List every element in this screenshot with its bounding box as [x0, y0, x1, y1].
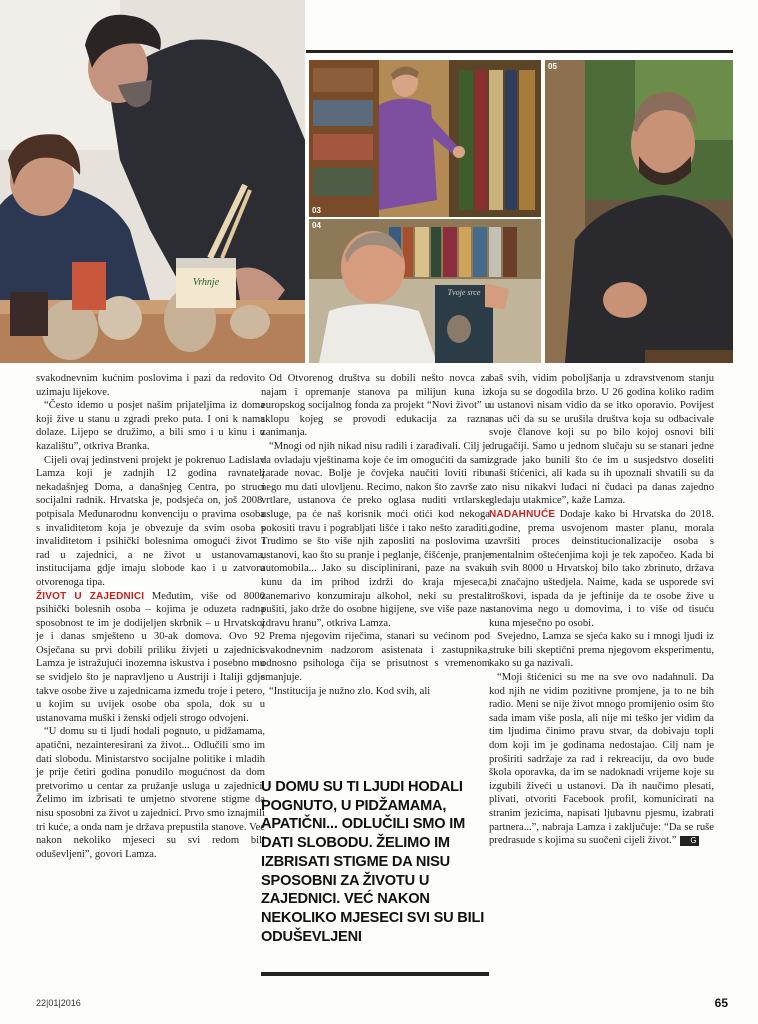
photo-number-label: 03: [312, 206, 321, 215]
quote-rule: [261, 972, 489, 976]
library-woman-illustration: [309, 60, 541, 217]
article-paragraph: [489, 372, 714, 508]
paragraph-text: “Moji štićenici su me na sve ovo nadahnuli. Da kod njih ne vidim pozitivne promjene, ja to ne bih radio. Meni se nije život mnogo promijenio osim što sada imam više posla, ali nije mi teško jer vidim da tim ljudima činimo pravu stvar, da dobivaju topli dom koji im je godinama nedostajao. Cilj nam je proširiti sadržaje za rad i rekreaciju, da ovo bude škola oporavka, da im se nadoknadi vrijeme koje su izgubili živeći u ustanovi. Da ih naučimo plesati, plivati, otvoriti Facebook profil, komunicirati na stranim jezicima, napisati ljubavnu pjesmu, izabrati partnera...”, nabraja Lamza i zaključuje: “Da se ruše predrasude s kojima su suočeni cijeli život.”: [489, 672, 714, 847]
paragraph-text: baš svih, vidim poboljšanja u zdravstvenom stanju koja su se dogodila brzo. U 26 godina koliko radim u ustanovi nisam vidio da se itko oporavio. Povijest nas uči da su se urušila društva koja su odbacivale svoje članove koji su po bilo kojoj osnovi bili drugačiji. Samo u jednom slučaju su se stanari jedne zgrade jako bunili što će im u susjedstvo doseliti naši štićenici, ali kada su ih upoznali shvatili su da to nisu nikakvi luđaci ni čudaci pa danas zajedno gledaju utakmice”, kaže Lamza.: [489, 373, 714, 507]
header-rule: [306, 50, 733, 53]
article-paragraph: [489, 671, 714, 848]
paragraph-text: “Institucija je nužno zlo. Kod svih, ali: [269, 685, 431, 697]
photo-library-woman: [309, 60, 541, 217]
article-paragraph: [261, 630, 490, 684]
section-lead: NADAHNUĆE: [489, 508, 556, 520]
article-paragraph: [261, 440, 490, 630]
clay-workshop-illustration: [0, 0, 305, 363]
photo-number-label: 05: [548, 62, 557, 71]
book-cover-title: Tvoje srce: [447, 288, 481, 297]
article-column-2: [261, 372, 490, 698]
paragraph-text: Od Otvorenog društva su dobili nešto novca za najam i opremanje stanova pa milijun kuna iz europskog socijalnog fonda za projekt “Novi život” u sklopu kojeg se provodi edukacija za razna zanimanja.: [261, 373, 490, 439]
article-column-1: [36, 372, 265, 861]
issue-date: 22|01|2016: [36, 998, 81, 1008]
page-number: 65: [714, 996, 728, 1010]
article-paragraph: [261, 372, 490, 440]
photo-clay-workshop: [0, 0, 305, 363]
paragraph-text: Prema njegovim riječima, stanari su većinom pod svakodnevnim nadzorom asistenata i zastupnika, odnosno psihologa čija se prisutnost s vremenom smanjuje.: [261, 631, 490, 684]
section-lead: ŽIVOT U ZAJEDNICI: [36, 590, 145, 602]
paragraph-text: Cijeli ovaj jedinstveni projekt je pokrenuo Ladislav Lamza koji je zadnjih 12 godina ravnatelj nekadašnjeg Doma, a današnjeg Centra, po struci socijalni radnik. Hrvatska je, podsjeća on, još 2008. potpisala Međunarodnu konvenciju o pravima osoba s invaliditetom koja je obvezuje da svim osoba s invaliditetom i psihički bolesnima omogući život i rad u zajednici, a ne život u ustanovama, institucijama gdje imaju slobode kao i u zatvoru otvorenoga tipa.: [36, 454, 265, 588]
article-paragraph: [261, 685, 490, 699]
pot-label: Vrhnje: [192, 277, 220, 288]
article-paragraph: [489, 508, 714, 630]
article-column-3: [489, 372, 714, 848]
paragraph-text: Dodaje kako bi Hrvatska do 2018. godine, prema usvojenom master planu, morala završiti proces deinstitucionalizacije osoba s mentalnim oštećenjima koji je tek započeo. Kada bi ih svih 8000 u Hrvatskoj bilo tako zbrinuto, država bi značajno uštedjela. Naime, kada se usporede svi troškovi, ispada da je jeftinije da te osobe žive u stanovima nego u domovima, i to više od tisuću kuna mjesečno po osobi.: [489, 508, 714, 629]
paragraph-text: “U domu su ti ljudi hodali pognuto, u pidžamama, apatični, nezainteresirani za život... Odlučili smo im dati slobodu. Ministarstvo socijalne politike i mladih je prije četiri godina ponudilo mogućnost da dom pretvorimo u centar za pružanje usluga u zajednici. Želimo im izbrisati te umjetno stvorene stigme da nisu sposobni za život u zajednici. Prvo smo iznajmili tri kuće, a onda nam je država prepustila stanove. Već nakon nekoliko mjeseci su svi redom bili oduševljeni”, govori Lamza.: [36, 726, 265, 860]
paragraph-text: “Često idemo u posjet našim prijateljima iz doma koji žive u stanu u zgradi preko puta. I oni k nama dolaze. Lijepo se družimo, a bili smo i u kinu i u kazalištu”, otkriva Branka.: [36, 400, 265, 452]
end-mark: G: [680, 836, 698, 846]
article-paragraph: [36, 725, 265, 861]
paragraph-text: svakodnevnim kućnim poslovima i pazi da redovito uzimaju lijekove.: [36, 373, 265, 398]
paragraph-text: “Mnogi od njih nikad nisu radili i zarađivali. Cilj je da ovladaju vještinama koje će im omogućiti da sami zarade novac. Bolje je čovjeka naučiti loviti ribu nego mu dati ulovljenu. Recimo, nakon što završe za vrtlare, ustanova će preko oglasa nuditi vrtlarske usluge, pa će naš korisnik moći otići kod nekoga pokositi travu i pograbljati lišće i tako nešto zaraditi. Trudimo se što više njih zaposliti na poslovima u ustanovi, kao što su pranje i peglanje, čišćenje, pranje automobila... Jako su disciplinirani, paze na svaku kunu da im prihod izdrži do kraja mjeseca, zanemarivo konzumiraju alkohol, neki su prestali pušiti, jako drže do osobne higijene, sve više paze na zdravu hranu”, otkriva Lamza.: [261, 440, 490, 629]
article-paragraph: [36, 454, 265, 590]
article-paragraph: [36, 399, 265, 453]
article-paragraph: [489, 630, 714, 671]
pull-quote: U DOMU SU TI LJUDI HODALI POGNUTO, U PIDŽAMAMA, APATIČNI... ODLUČILI SMO IM DATI SLOBODU. ŽELIMO IM IZBRISATI STIGME DA NISU SPOSOBNI ZA ŽIVOTU U ZAJEDNICI. VEĆ NAKON NEKOLIKO MJESECI SVI SU BILI ODUŠEVLJENI: [261, 779, 485, 945]
photo-man-with-book: [309, 219, 541, 363]
article-paragraph: [36, 590, 265, 726]
article-paragraph: [36, 372, 265, 399]
paragraph-text: Svejedno, Lamza se sjeća kako su i mnogi ljudi iz struke bili skeptični prema njegovom eksperimentu, kako su ga nazivali.: [489, 631, 714, 670]
man-with-book-illustration: [309, 219, 541, 363]
paragraph-text: Međutim, više od 8000 psihički bolesnih osoba – kojima je oduzeta radna sposobnost te im je dodijeljen skrbnik – u Hrvatskoj je i danas smješteno u 30-ak domova. Ovo 92 Osječana su prvi dobili priliku živjeti u zajednici. Lamza je istražujući inozemna iskustva i posebno mu se svidjelo što je napravljeno u Austriji i Italiji gdje takve osobe žive u zajednicama između troje i petero, u kojim su uvijek osobe oba spola, dok su u ustanovama muški i ženski odjeli strogo odvojeni.: [36, 590, 265, 724]
director-portrait-illustration: [545, 60, 733, 363]
photo-director-portrait: [545, 60, 733, 363]
photo-number-label: 04: [312, 221, 321, 230]
